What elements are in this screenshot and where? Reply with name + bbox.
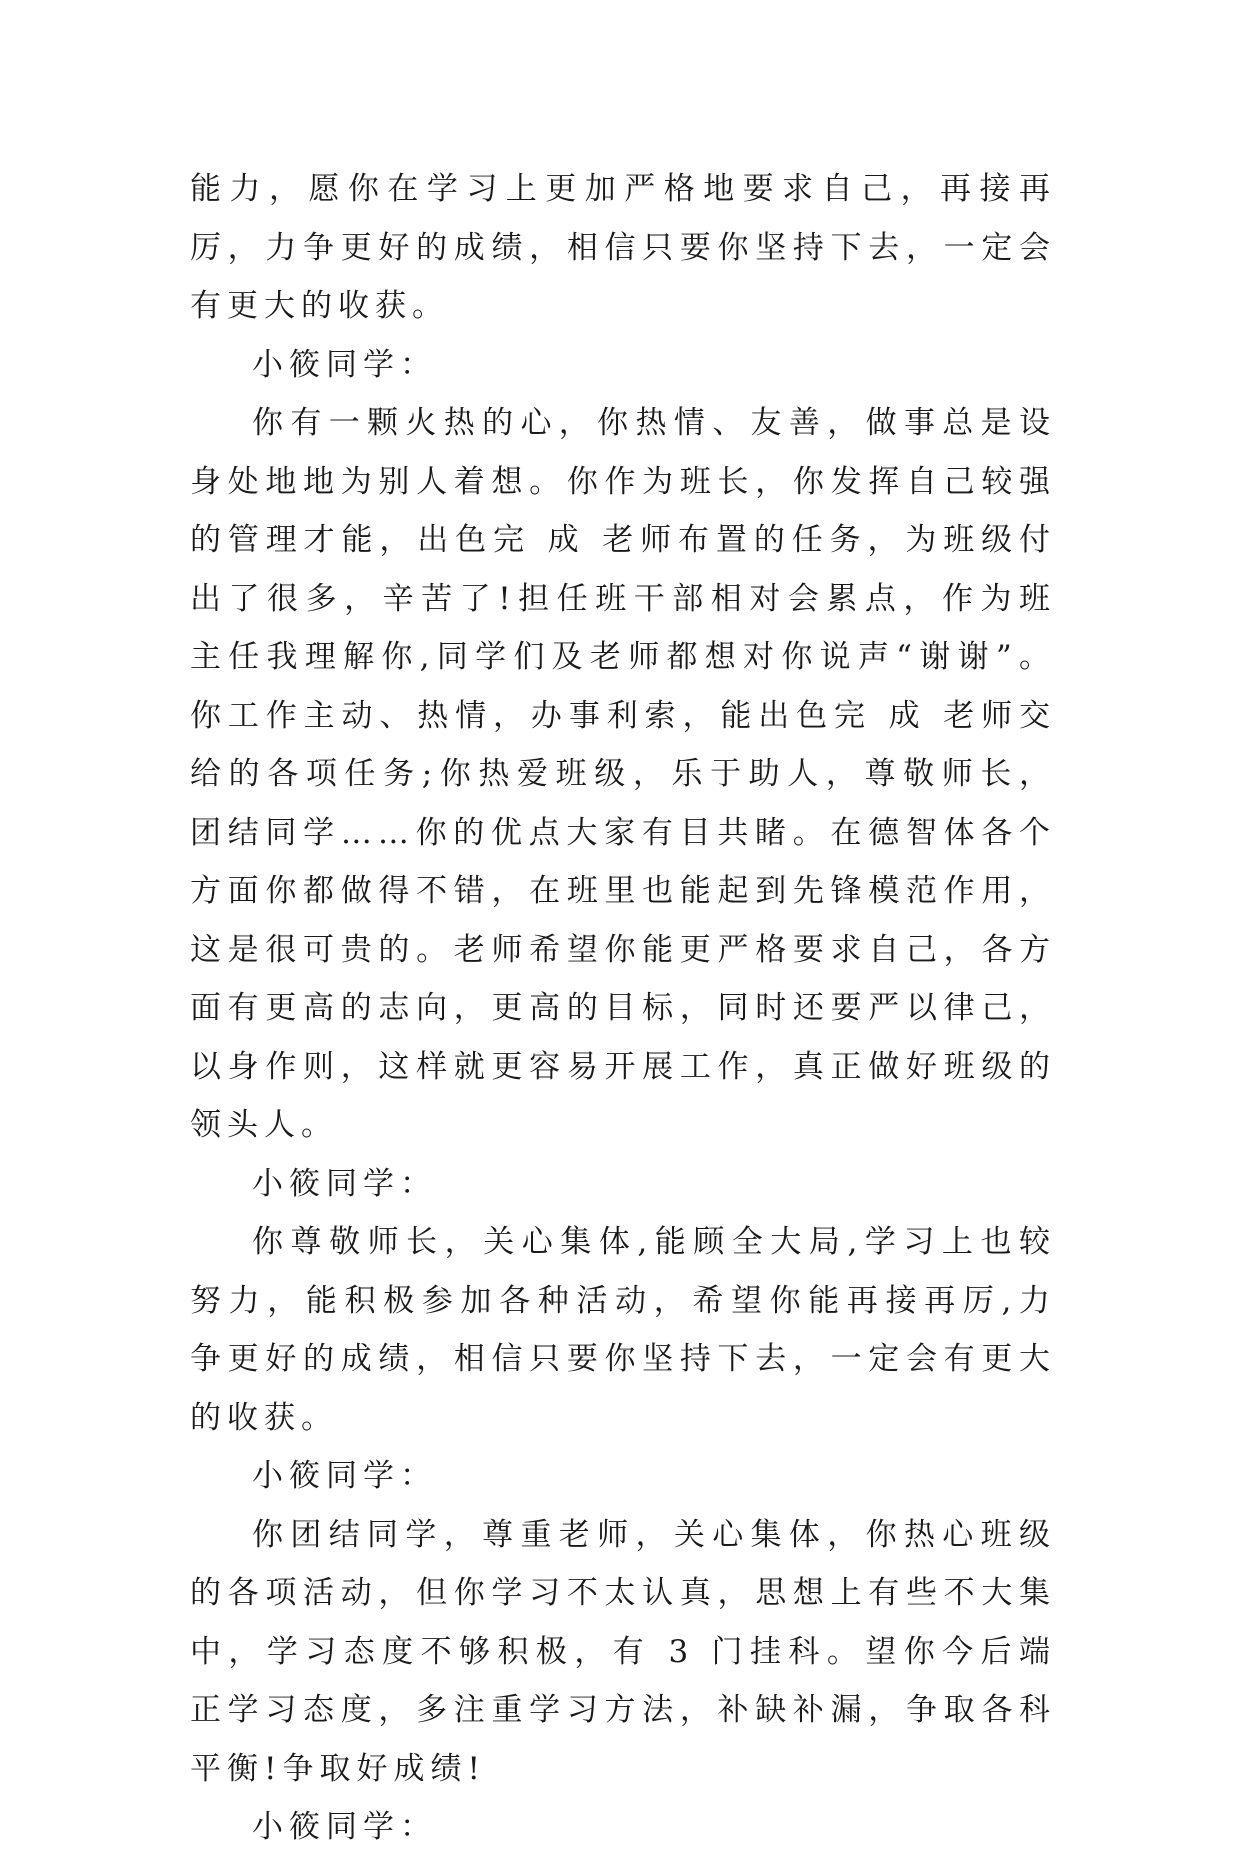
paragraph-continuation: 能力，愿你在学习上更加严格地要求自己，再接再厉，力争更好的成绩，相信只要你坚持下去，一定会有更大的收获。	[190, 171, 1056, 324]
salutation: 小筱同学：	[252, 346, 437, 383]
comment-paragraph: 你团结同学，尊重老师，关心集体，你热心班级的各项活动，但你学习不太认真，思想上有些不大集中，学习态度不够积极，有 3 门挂科。望你今后端正学习态度，多注重学习方法，补缺补漏，争取各科平衡!争取好成绩!	[190, 1516, 1056, 1787]
salutation: 小筱同学：	[252, 1809, 437, 1845]
salutation: 小筱同学：	[252, 1458, 437, 1494]
comment-paragraph: 你有一颗火热的心，你热情、友善，做事总是设身处地地为别人着想。你作为班长，你发挥自己较强的管理才能，出色完 成 老师布置的任务，为班级付出了很多，辛苦了!担任班干部相对会累点，作为班主任我理解你,同学们及老师都想对你说声“谢谢”。你工作主动、热情，办事利索，能出色完 成 老师交给的各项任务;你热爱班级，乐于助人，尊敬师长，团结同学……你的优点大家有目共睹。在德智体各个方面你都做得不错，在班里也能起到先锋模范作用，这是很可贵的。老师希望你能更严格要求自己，各方面有更高的志向，更高的目标，同时还要严以律己，以身作则，这样就更容易开展工作，真正做好班级的领头人。	[190, 405, 1056, 1143]
document-body	[190, 160, 1056, 1857]
salutation: 小筱同学：	[252, 1165, 437, 1202]
comment-paragraph: 你尊敬师长，关心集体,能顾全大局,学习上也较努力，能积极参加各种活动，希望你能再接再厉,力争更好的成绩，相信只要你坚持下去，一定会有更大的收获。	[190, 1224, 1056, 1436]
